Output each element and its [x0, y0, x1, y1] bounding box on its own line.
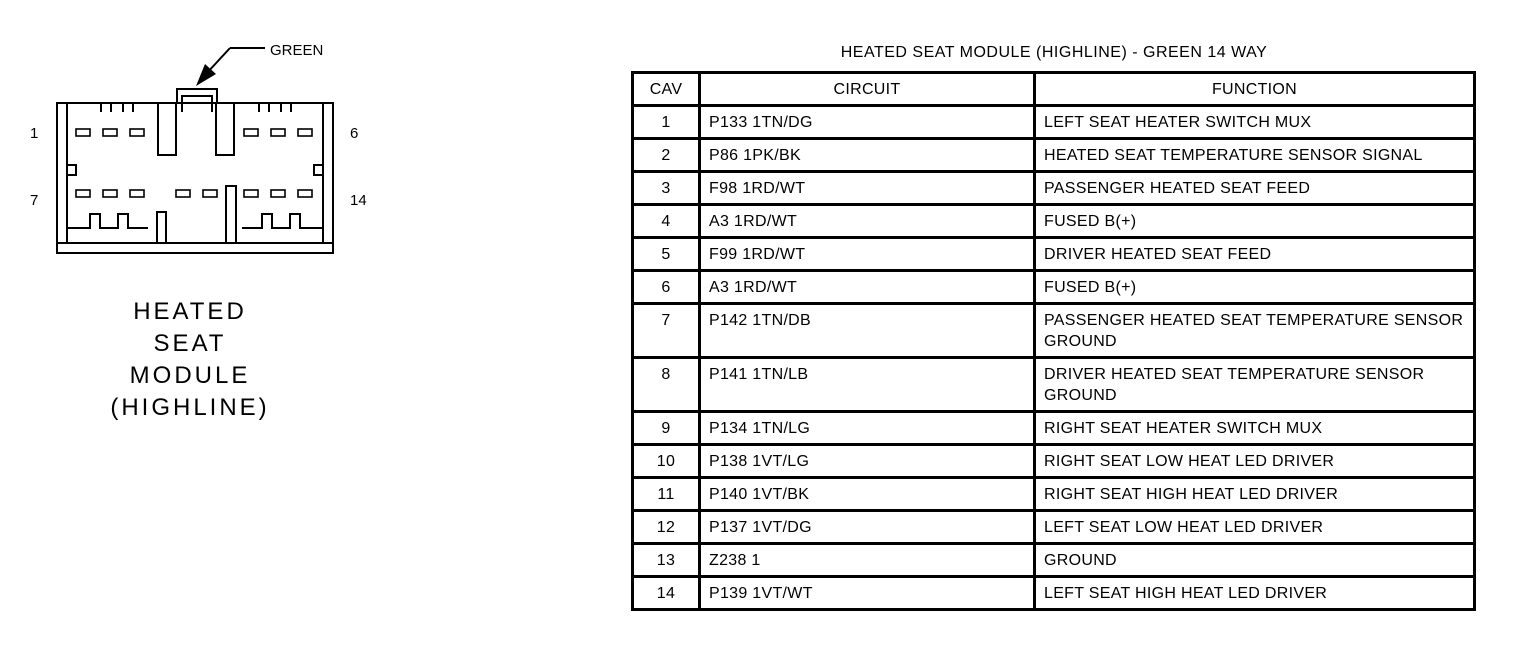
circuit-cell: P141 1TN/LB	[700, 358, 1035, 412]
function-cell: LEFT SEAT LOW HEAT LED DRIVER	[1035, 511, 1475, 544]
table-row	[633, 106, 1475, 139]
cav-cell: 11	[633, 478, 700, 511]
table-row	[633, 205, 1475, 238]
function-cell: HEATED SEAT TEMPERATURE SENSOR SIGNAL	[1035, 139, 1475, 172]
header-function: FUNCTION	[1035, 73, 1475, 106]
circuit-cell: Z238 1	[700, 544, 1035, 577]
circuit-cell: P138 1VT/LG	[700, 445, 1035, 478]
header-cav: CAV	[633, 73, 700, 106]
caption-line: HEATED	[133, 298, 247, 325]
connector-housing	[57, 89, 333, 253]
function-cell: RIGHT SEAT HIGH HEAT LED DRIVER	[1035, 478, 1475, 511]
function-cell: PASSENGER HEATED SEAT TEMPERATURE SENSOR GROUND	[1035, 304, 1475, 358]
connector-color-label: GREEN	[270, 42, 324, 59]
circuit-cell: P139 1VT/WT	[700, 577, 1035, 610]
green-callout-arrow	[196, 48, 265, 86]
table-row	[633, 544, 1475, 577]
caption-line: SEAT	[153, 330, 227, 357]
cav-cell: 3	[633, 172, 700, 205]
circuit-cell: A3 1RD/WT	[700, 205, 1035, 238]
cav-cell: 2	[633, 139, 700, 172]
pinout-table-body	[633, 106, 1475, 610]
table-row	[633, 271, 1475, 304]
pin-label-1: 1	[30, 125, 39, 142]
cav-cell: 7	[633, 304, 700, 358]
circuit-cell: F98 1RD/WT	[700, 172, 1035, 205]
header-circuit: CIRCUIT	[700, 73, 1035, 106]
function-cell: GROUND	[1035, 544, 1475, 577]
cav-cell: 10	[633, 445, 700, 478]
module-caption	[40, 296, 340, 424]
table-row	[633, 445, 1475, 478]
cav-cell: 1	[633, 106, 700, 139]
circuit-cell: P134 1TN/LG	[700, 412, 1035, 445]
pinout-table	[631, 71, 1476, 611]
circuit-cell: P137 1VT/DG	[700, 511, 1035, 544]
cav-cell: 6	[633, 271, 700, 304]
circuit-cell: P86 1PK/BK	[700, 139, 1035, 172]
pin-label-6: 6	[350, 125, 359, 142]
cav-cell: 14	[633, 577, 700, 610]
function-cell: LEFT SEAT HIGH HEAT LED DRIVER	[1035, 577, 1475, 610]
caption-line: MODULE	[129, 362, 251, 389]
function-cell: FUSED B(+)	[1035, 205, 1475, 238]
cav-cell: 9	[633, 412, 700, 445]
table-row	[633, 478, 1475, 511]
cav-cell: 8	[633, 358, 700, 412]
connector-diagram	[0, 0, 420, 670]
table-header-row	[633, 73, 1475, 106]
circuit-cell: P140 1VT/BK	[700, 478, 1035, 511]
bottom-row-cavities	[76, 190, 312, 197]
table-row	[633, 304, 1475, 358]
pin-label-14: 14	[350, 192, 367, 209]
function-cell: LEFT SEAT HEATER SWITCH MUX	[1035, 106, 1475, 139]
circuit-cell: P133 1TN/DG	[700, 106, 1035, 139]
table-row	[633, 358, 1475, 412]
function-cell: RIGHT SEAT HEATER SWITCH MUX	[1035, 412, 1475, 445]
circuit-cell: F99 1RD/WT	[700, 238, 1035, 271]
table-row	[633, 172, 1475, 205]
table-title: HEATED SEAT MODULE (HIGHLINE) - GREEN 14 WAY	[840, 44, 1268, 61]
function-cell: DRIVER HEATED SEAT FEED	[1035, 238, 1475, 271]
pin-label-7: 7	[30, 192, 39, 209]
table-row	[633, 511, 1475, 544]
function-cell: FUSED B(+)	[1035, 271, 1475, 304]
function-cell: RIGHT SEAT LOW HEAT LED DRIVER	[1035, 445, 1475, 478]
top-row-cavities	[76, 129, 312, 136]
table-row	[633, 139, 1475, 172]
caption-line: (HIGHLINE)	[110, 394, 270, 421]
connector-face-drawing	[0, 0, 420, 300]
function-cell: DRIVER HEATED SEAT TEMPERATURE SENSOR GROUND	[1035, 358, 1475, 412]
cav-cell: 5	[633, 238, 700, 271]
circuit-cell: A3 1RD/WT	[700, 271, 1035, 304]
cav-cell: 13	[633, 544, 700, 577]
function-cell: PASSENGER HEATED SEAT FEED	[1035, 172, 1475, 205]
table-row	[633, 577, 1475, 610]
table-row	[633, 238, 1475, 271]
table-row	[633, 412, 1475, 445]
circuit-cell: P142 1TN/DB	[700, 304, 1035, 358]
cav-cell: 4	[633, 205, 700, 238]
cav-cell: 12	[633, 511, 700, 544]
